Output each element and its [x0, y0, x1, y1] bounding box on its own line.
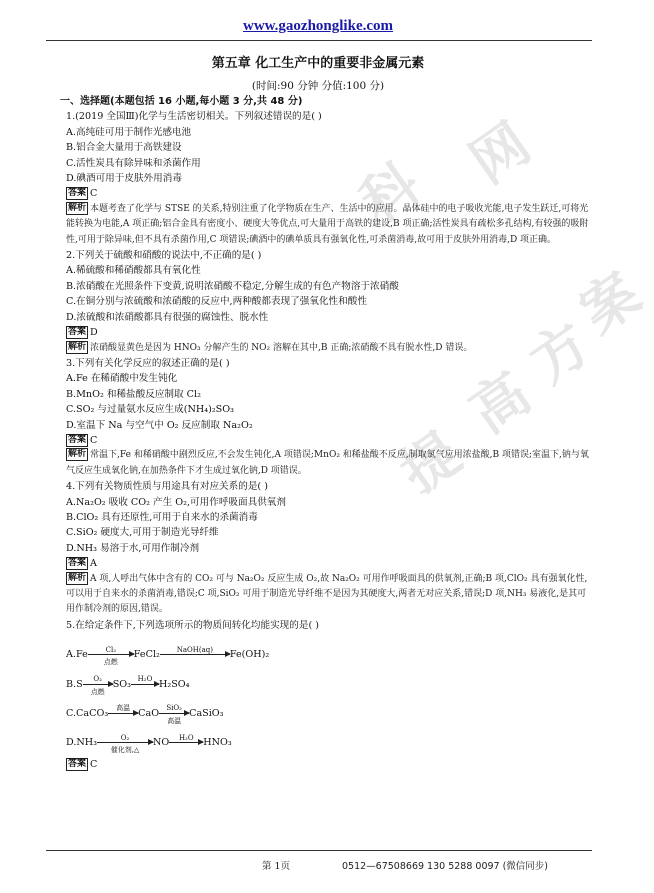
explain-tag: 解析 [68, 202, 87, 213]
question-stem: 4.下列有关物质性质与用途具有对应关系的是( ) [66, 481, 268, 493]
answer-row [66, 556, 594, 571]
watermark-char: 高 [458, 360, 543, 447]
reaction-arrow: H₂O [131, 677, 159, 692]
reaction-arrow: O₂ 催化剂,△ [97, 735, 153, 750]
answer-tag: 答案 [68, 327, 87, 338]
explain-tag: 解析 [68, 449, 87, 460]
answer-row [66, 186, 594, 201]
contact-phone: 0512—67508669 130 5288 0097 (微信同步) [342, 861, 549, 872]
watermark-char: 网 [458, 110, 543, 197]
explanation: 解析 常温下,Fe 和稀硝酸中剧烈反应,不会发生钝化,A 项错误;MnO₂ 和稀盐酸不反应,制取氯气应用浓盐酸,B 项错误;室温下,钠与氧气反应生成氧化钠,在加热条件下才生成过氧化钠,D 项错误。 [66, 449, 589, 476]
option-d: D.碘酒可用于皮肤外用消毒 [66, 173, 182, 185]
answer-tag: 答案 [68, 758, 87, 769]
option-c: C.在铜分别与浓硫酸和浓硝酸的反应中,两种酸都表现了强氧化性和酸性 [66, 296, 367, 308]
reaction-arrow: 高温 [108, 706, 138, 721]
option-b: B.浓硝酸在光照条件下变黄,说明浓硝酸不稳定,分解生成的有色产物溶于浓硝酸 [66, 280, 399, 292]
page-number: 第 1页 [262, 861, 291, 872]
doc-title: 第五章 化工生产中的重要非金属元素 [211, 56, 425, 71]
section-heading: 一、选择题(本题包括 16 小题,每小题 3 分,共 48 分) [60, 96, 303, 107]
watermark-char: 方 [518, 310, 603, 397]
option-a: A.稀硫酸和稀硝酸都具有氧化性 [66, 265, 201, 277]
answer-value: D [90, 327, 98, 339]
reaction-arrow: Cl₂ 点燃 [88, 647, 134, 662]
answer-tag: 答案 [68, 558, 87, 569]
footer-rule [46, 850, 592, 851]
option-b: B.铝合金大量用于高铁建设 [66, 142, 182, 154]
option-d: D.NH₃ O₂ 催化剂,△ NO H₂O HNO₃ [66, 733, 232, 755]
explain-tag: 解析 [68, 341, 87, 352]
explain-tag: 解析 [68, 572, 87, 583]
header-url-link[interactable]: www.gaozhonglike.com [243, 18, 393, 34]
option-a: A.Fe 在稀硝酸中发生钝化 [66, 373, 178, 385]
option-c: C.活性炭具有除异味和杀菌作用 [66, 157, 201, 169]
question-stem: 2.下列关于硫酸和硝酸的说法中,不正确的是( ) [66, 250, 262, 262]
option-d: D.NH₃ 易溶于水,可用作制冷剂 [66, 542, 200, 554]
answer-value: A [90, 558, 97, 570]
question-content [60, 94, 594, 772]
reaction-arrow: NaOH(aq) [160, 647, 230, 662]
answer-row [66, 757, 594, 772]
option-c: C.SiO₂ 硬度大,可用于制造光导纤维 [66, 527, 219, 539]
option-a: A.高纯硅可用于制作光感电池 [66, 126, 192, 138]
reaction-arrow: SiO₂ 高温 [159, 706, 189, 721]
answer-value: C [90, 434, 98, 446]
watermark-char: 案 [568, 260, 653, 347]
answer-value: C [90, 758, 98, 770]
option-b: B.MnO₂ 和稀盐酸反应制取 Cl₂ [66, 388, 201, 400]
option-a: A.Fe Cl₂ 点燃 FeCl₂ NaOH(aq) Fe(OH)₂ [66, 645, 270, 667]
watermark-char: 科 [348, 150, 433, 237]
answer-value: C [90, 188, 98, 200]
option-b: B.S O₂ 点燃 SO₃ H₂O H₂SO₄ [66, 675, 190, 696]
option-d: D.浓硫酸和浓硝酸都具有很强的腐蚀性、脱水性 [66, 311, 269, 323]
option-d: D.室温下 Na 与空气中 O₂ 反应制取 Na₂O₂ [66, 419, 253, 431]
option-c: C.SO₂ 与过量氨水反应生成(NH₄)₂SO₃ [66, 404, 234, 416]
option-b: B.ClO₂ 具有还原性,可用于自来水的杀菌消毒 [66, 511, 258, 523]
explanation: 解析 A 项,人呼出气体中含有的 CO₂ 可与 Na₂O₂ 反应生成 O₂,故 Na₂O₂ 可用作呼吸面具的供氧剂,正确;B 项,ClO₂ 具有强氧化性,可以用于自来水的杀菌消毒,错误;C 项,SiO₂ 可用于制造光导纤维不是因为其硬度大,两者无对应关系,错误;D 项,NH₃ 易液化,是其可用作制冷剂的原因,错误。 [66, 572, 588, 615]
question-stem: 5.在给定条件下,下列选项所示的物质间转化均能实现的是( ) [66, 619, 319, 631]
explanation: 解析 浓硝酸显黄色是因为 HNO₃ 分解产生的 NO₂ 溶解在其中,B 正确;浓硝酸不具有脱水性,D 错误。 [68, 341, 473, 353]
answer-tag: 答案 [68, 188, 87, 199]
option-c: C.CaCO₃ 高温 CaO SiO₂ 高温 CaSiO₃ [66, 704, 224, 726]
watermark-char: 提 [388, 420, 473, 507]
question-stem: 1.(2019 全国Ⅲ)化学与生活密切相关。下列叙述错误的是( ) [66, 111, 322, 123]
answer-tag: 答案 [68, 434, 87, 445]
reaction-arrow: O₂ 点燃 [83, 677, 113, 692]
doc-subtitle: (时间:90 分钟 分值:100 分) [251, 80, 385, 92]
explanation: 解析 本题考查了化学与 STSE 的关系,特别注重了化学物质在生产、生活中的应用。晶体硅中的电子吸收光能,电子发生跃迁,可将光能转换为电能,A 项正确;铝合金具有密度小、硬度大等优点,可大量用于高铁的建设,B 项正确;活性炭具有疏松多孔结构,有较强的吸附性,可用于除异味,但不具有杀菌作用,C 项错误;碘酒中的碘单质具有强氧化性,可杀菌消毒,故可用于皮肤外用消毒,D 项正确。 [66, 202, 589, 245]
question-stem: 3.下列有关化学反应的叙述正确的是( ) [66, 357, 230, 369]
option-a: A.Na₂O₂ 吸收 CO₂ 产生 O₂,可用作呼吸面具供氧剂 [66, 496, 286, 508]
reaction-arrow: H₂O [169, 735, 203, 750]
answer-row [66, 325, 594, 340]
header-rule [46, 40, 592, 41]
answer-row [66, 433, 594, 448]
